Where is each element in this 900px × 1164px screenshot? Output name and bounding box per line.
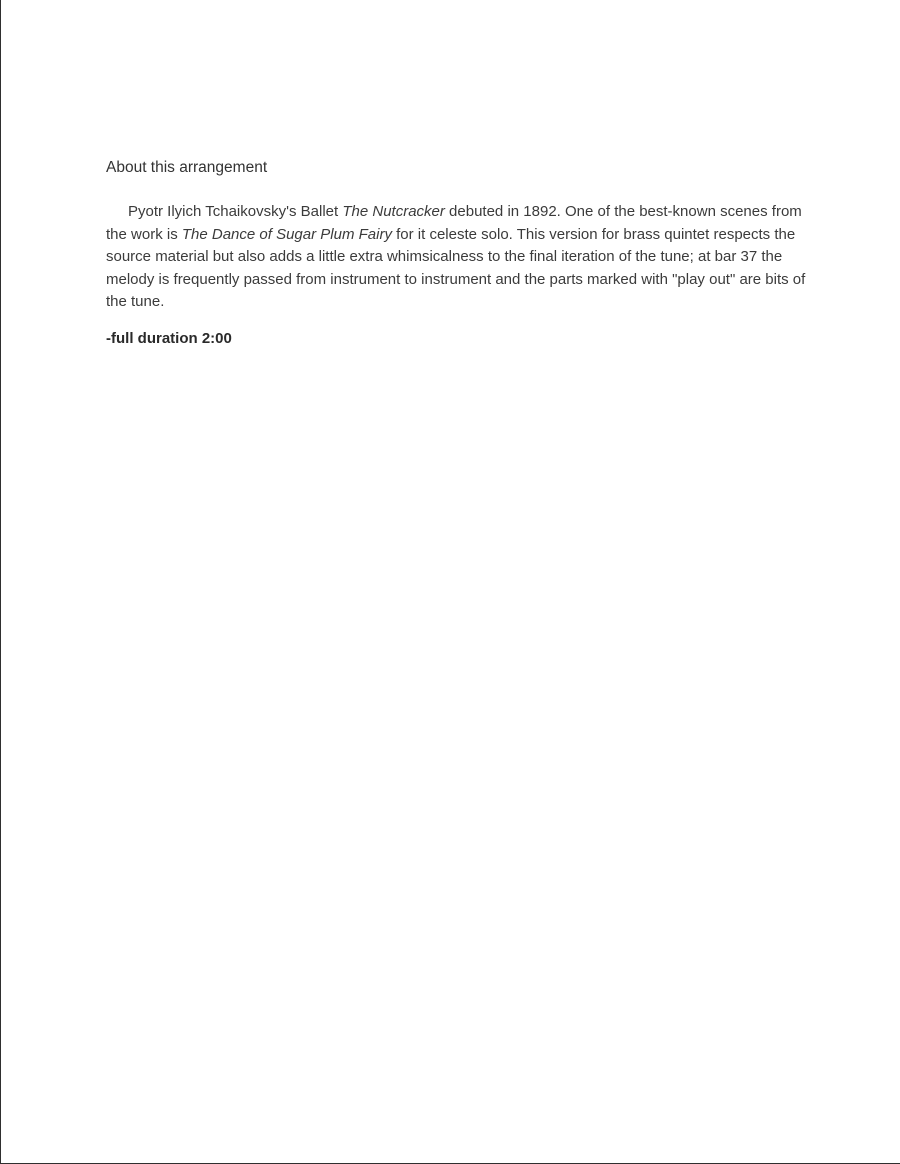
full-duration: -full duration 2:00 (106, 329, 232, 347)
description-text-3: for it celeste solo. This version for brass quintet respects the source material but also adds a little extra whimsicalness to the final iteration of the tune; at bar 37 the melody is frequently passed from instrument to instrument and the parts marked with "play out" are bits of the tune. (106, 225, 806, 310)
description-text-1: Pyotr Ilyich Tchaikovsky's Ballet (128, 203, 343, 220)
description-text-2: debuted in 1892. One of the best-known scenes from the work is (106, 203, 802, 243)
document-content (106, 157, 806, 350)
arrangement-heading: About this arrangement (106, 159, 268, 176)
scene-title: The Dance of Sugar Plum Fairy (181, 225, 392, 243)
arrangement-description (106, 201, 806, 314)
work-title: The Nutcracker (342, 203, 445, 220)
